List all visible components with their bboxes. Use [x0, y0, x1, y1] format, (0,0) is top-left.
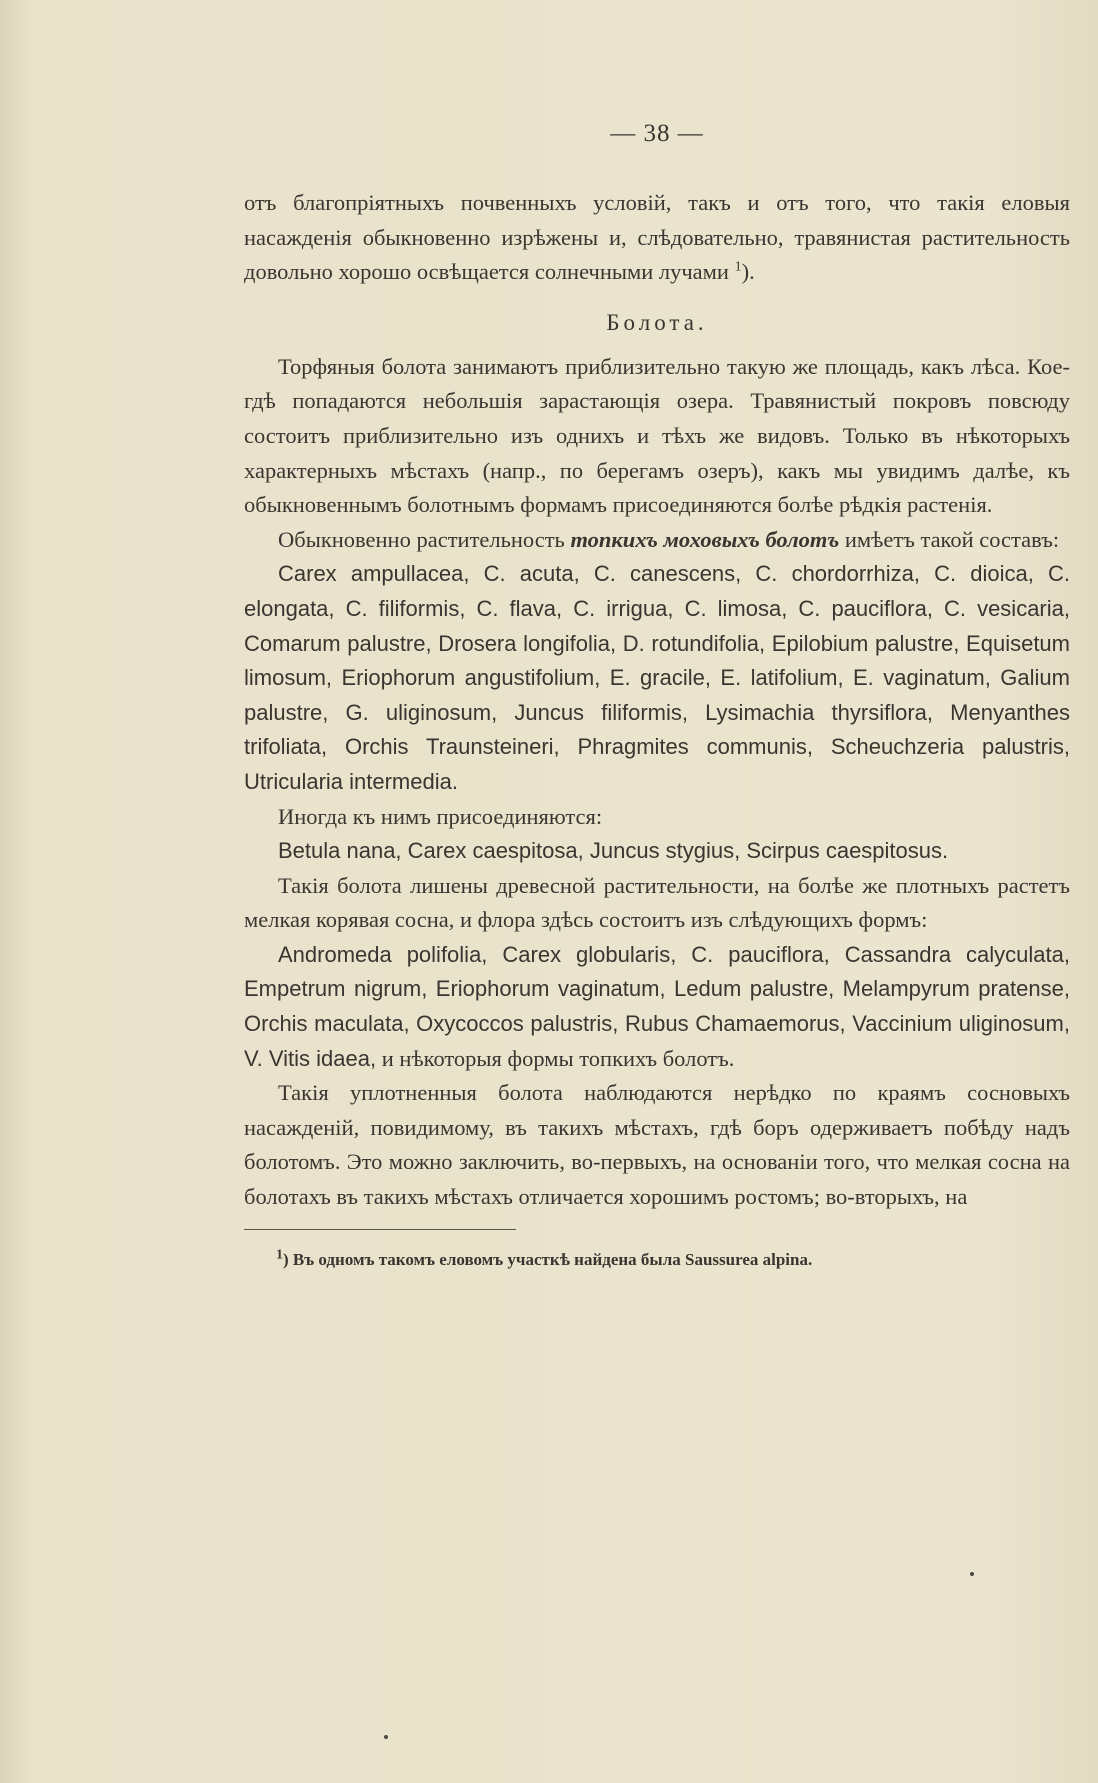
paragraph-dense-bogs: Такія болота лишены древесной растительности, на болѣе же плотныхъ растетъ мелкая корявая сосна, и флора здѣсь состоитъ изъ слѣдующихъ формъ: [244, 872, 1070, 933]
species-list-3-end: и нѣкоторыя формы топкихъ болотъ. [376, 1045, 735, 1071]
paragraph-bogs-intro: Торфяныя болота занимаютъ приблизительно такую же площадь, какъ лѣса. Кое-гдѣ попадаются небольшія зарастающія озера. Травянистый покровъ повсюду состоитъ приблизительно изъ однихъ и тѣхъ же видовъ. Только въ нѣкоторыхъ характерныхъ мѣстахъ (напр., по берегамъ озеръ), какъ мы увидимъ далѣе, къ обыкновеннымъ болотнымъ формамъ присоединяются болѣе рѣдкія растенія. [244, 353, 1070, 518]
paragraph-continuation [244, 186, 1070, 290]
paragraph-additional: Иногда къ нимъ присоединяются: [278, 803, 603, 829]
emphasized-term: топкихъ моховыхъ болотъ [570, 526, 840, 552]
species-list-1: Carex ampullacea, C. acuta, C. canescens, C. chordorrhiza, C. dioica, C. elongata, C. filiformis, C. flava, C. irrigua, C. limosa, C. pauciflora, C. vesicaria, Comarum palustre, Drosera longifolia, D. rotundifolia, Epilobium palustre, Equisetum limosum, Eriophorum angustifolium, E. gracile, E. latifolium, E. vaginatum, Galium palustre, G. uliginosum, Juncus filiformis, Lysimachia thyrsiflora, Menyanthes trifoliata, Orchis Traunsteineri, Phragmites communis, Scheuchzeria palustris, Utricularia intermedia. [244, 561, 1070, 794]
species-list-3-paragraph [244, 938, 1070, 1076]
paragraph-consolidated-bogs: Такія уплотненныя болота наблюдаются нерѣдко по краямъ сосновыхъ насажденій, повидимому, въ такихъ мѣстахъ, гдѣ боръ одерживаетъ побѣду надъ болотомъ. Это можно заключить, во-первыхъ, на основаніи того, что мелкая сосна на болотахъ въ такихъ мѣстахъ отличается хорошимъ ростомъ; во-вторыхъ, на [244, 1080, 1070, 1210]
paragraph-text-end: ). [741, 259, 755, 285]
paragraph-text: Обыкновенно растительность [278, 526, 571, 552]
species-list-2: Betula nana, Carex caespitosa, Juncus stygius, Scirpus caespitosus. [278, 838, 949, 864]
paragraph-moss-bogs [244, 523, 1070, 558]
footnote-reference: 1 [734, 259, 742, 275]
footnote-text: ) Въ одномъ такомъ еловомъ участкѣ найдена была Saussurea alpina. [283, 1249, 813, 1269]
species-list-3: Andromeda polifolia, Carex globularis, C. pauciflora, Cassandra calyculata, Empetrum nigrum, Eriophorum vaginatum, Ledum palustre, Melampyrum pratense, Orchis maculata, Oxycoccos palustris, Rubus Chamaemorus, Vaccinium uliginosum, V. Vitis idaea, [244, 941, 1070, 1071]
footnote-divider [244, 1229, 516, 1230]
paragraph-text: отъ благопріятныхъ почвенныхъ условій, такъ и отъ того, что такія еловыя насажденія обыкновенно изрѣжены и, слѣдовательно, травянистая растительность довольно хорошо освѣщается солнечными лучами [244, 190, 1070, 285]
paragraph-text-end: имѣетъ такой составъ: [839, 526, 1060, 552]
section-heading: Болота. [606, 309, 708, 335]
page-number: — 38 — [610, 120, 704, 147]
footnote-mark: 1 [276, 1246, 283, 1262]
text-column [244, 120, 1070, 1272]
paper-speck [970, 1572, 974, 1576]
footnote [244, 1248, 1070, 1272]
paper-speck [384, 1735, 388, 1739]
